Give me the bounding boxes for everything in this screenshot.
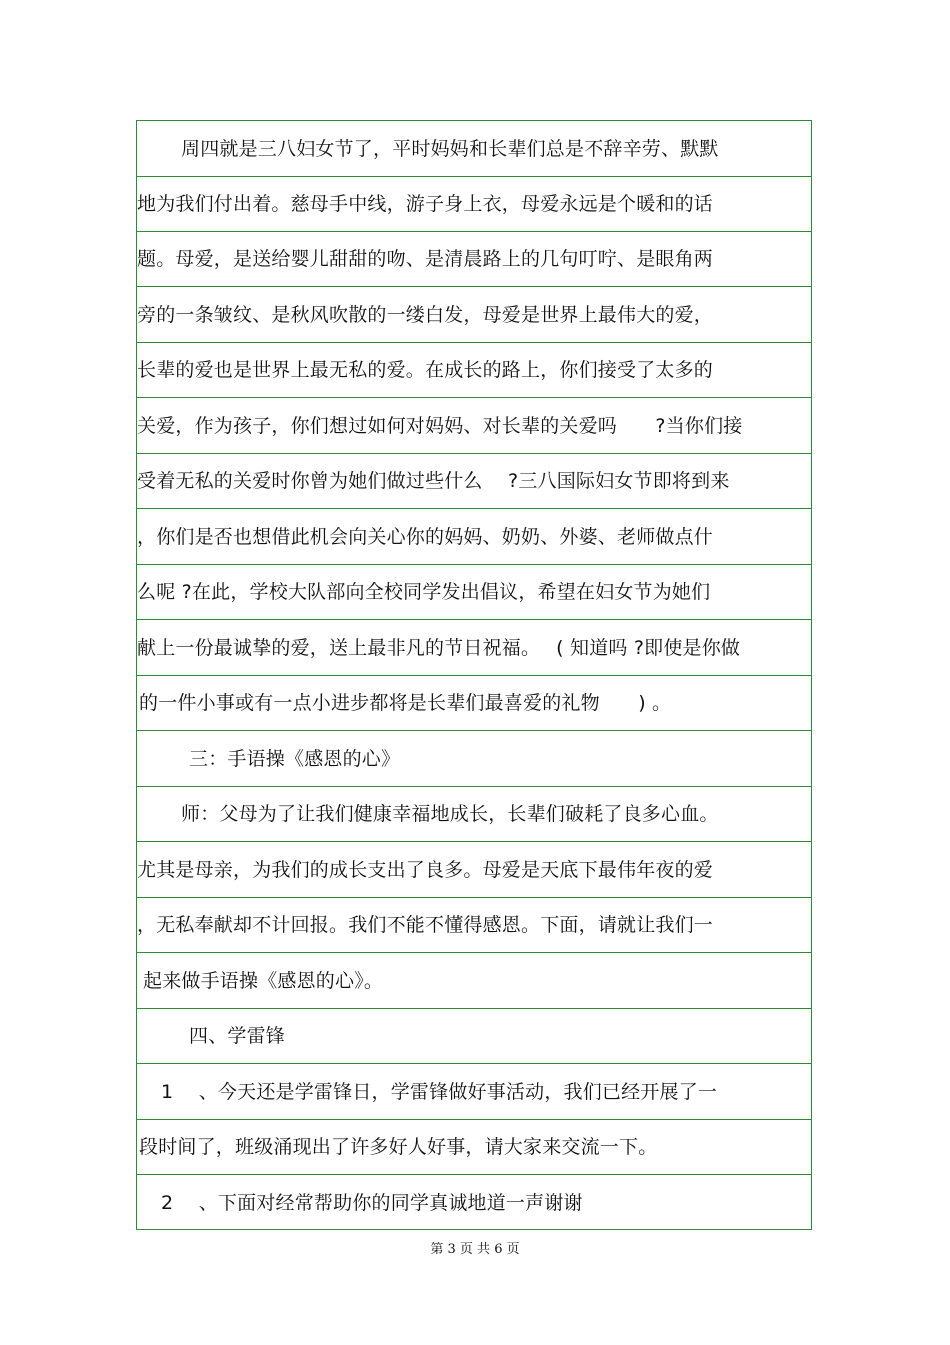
page-footer: 第 3 页 共 6 页: [430, 1242, 520, 1257]
section-heading-row: [137, 731, 811, 787]
text-row: [137, 1119, 811, 1175]
text-row: [137, 287, 811, 343]
text-line: ，你们是否也想借此机会向关心你的妈妈、奶奶、外婆、老师做点什: [137, 526, 714, 548]
text-row: [137, 620, 811, 676]
text-line: 周四就是三八妇女节了，平时妈妈和长辈们总是不辞辛劳、默默: [181, 138, 719, 160]
text-row: [137, 509, 811, 565]
text-line: 么呢 ?在此，学校大队部向全校同学发出倡议，希望在妇女节为她们: [137, 581, 711, 603]
document-frame: [136, 120, 812, 1230]
text-row: [137, 675, 811, 731]
text-row: [137, 1175, 811, 1231]
text-line: 旁的一条皱纹、是秋风吹散的一缕白发，母爱是世界上最伟大的爱，: [137, 304, 714, 326]
text-line: 关爱，作为孩子，你们想过如何对妈妈、对长辈的关爱吗 ?当你们接: [137, 415, 743, 437]
text-line: 尤其是母亲，为我们的成长支出了良多。母爱是天底下最伟年夜的爱: [137, 859, 714, 881]
text-row: [137, 564, 811, 620]
text-row: [137, 786, 811, 842]
text-line: 题。母爱，是送给婴儿甜甜的吻、是清晨路上的几句叮咛、是眼角两: [137, 248, 714, 270]
text-row: [137, 453, 811, 509]
text-row: [137, 176, 811, 232]
text-line: 受着无私的关爱时你曾为她们做过些什么 ?三八国际妇女节即将到来: [137, 470, 730, 492]
text-line: 师：父母为了让我们健康幸福地成长，长辈们破耗了良多心血。: [181, 803, 719, 825]
text-row: [137, 1064, 811, 1120]
text-row: [137, 342, 811, 398]
text-line: 地为我们付出着。慈母手中线，游子身上衣，母爱永远是个暖和的话: [137, 193, 714, 215]
text-line: 起来做手语操《感恩的心》。: [143, 970, 384, 992]
text-row: [137, 842, 811, 898]
section-heading: 四、学雷锋: [189, 1025, 286, 1047]
text-line: 献上一份最诚挚的爱，送上最非凡的节日祝福。 ( 知道吗 ?即使是你做: [137, 637, 741, 659]
section-heading-row: [137, 1008, 811, 1064]
text-line: 段时间了，班级涌现出了许多好人好事，请大家来交流一下。: [139, 1136, 658, 1158]
section-heading: 三：手语操《感恩的心》: [189, 748, 401, 770]
text-row: [137, 231, 811, 287]
text-line: 1 、今天还是学雷锋日，学雷锋做好事活动，我们已经开展了一: [161, 1081, 718, 1103]
text-line: 长辈的爱也是世界上最无私的爱。在成长的路上，你们接受了太多的: [137, 359, 714, 381]
text-row: [137, 897, 811, 953]
text-row: [137, 398, 811, 454]
text-line: 2 、下面对经常帮助你的同学真诚地道一声谢谢: [161, 1192, 583, 1214]
text-row: [137, 121, 811, 177]
text-line: 的一件小事或有一点小进步都将是长辈们最喜爱的礼物 ) 。: [139, 692, 672, 714]
text-line: ，无私奉献却不计回报。我们不能不懂得感恩。下面，请就让我们一: [137, 914, 714, 936]
text-row: [137, 953, 811, 1009]
